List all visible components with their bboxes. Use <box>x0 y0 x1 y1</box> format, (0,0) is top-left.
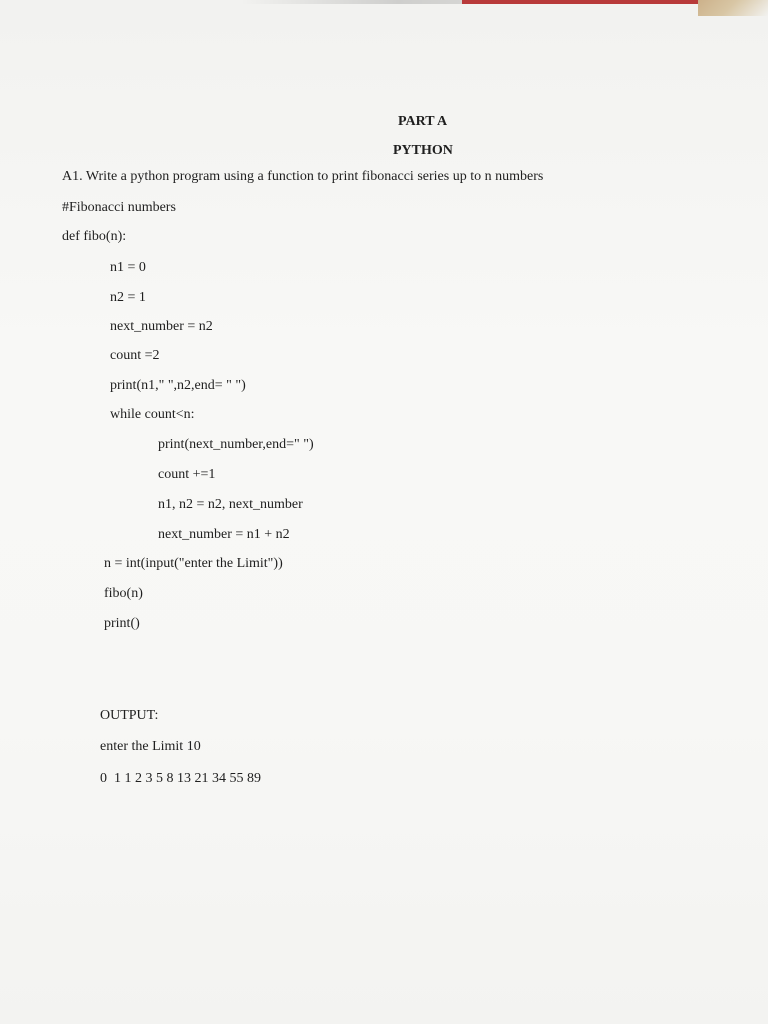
code-line-3: n2 = 1 <box>110 290 146 305</box>
code-line-12: n = int(input("enter the Limit")) <box>104 556 283 571</box>
comment-line: #Fibonacci numbers <box>62 200 176 215</box>
output-result: 0 1 1 2 3 5 8 13 21 34 55 89 <box>100 771 261 786</box>
code-line-1: def fibo(n): <box>62 229 127 244</box>
code-line-2: n1 = 0 <box>110 260 146 275</box>
code-line-6: print(n1," ",n2,end= " ") <box>110 378 246 393</box>
code-line-9: count +=1 <box>158 467 216 482</box>
question-text: A1. Write a python program using a function to print fibonacci series up to n numbers <box>62 169 544 184</box>
page-corner-mark <box>698 0 768 16</box>
code-line-14: print() <box>104 616 140 631</box>
code-line-13: fibo(n) <box>104 586 143 601</box>
code-line-5: count =2 <box>110 348 160 363</box>
code-line-8: print(next_number,end=" ") <box>158 437 314 452</box>
output-prompt: enter the Limit 10 <box>100 739 201 754</box>
code-line-11: next_number = n1 + n2 <box>158 527 290 542</box>
part-heading: PART A <box>398 114 448 129</box>
output-label: OUTPUT: <box>100 708 159 723</box>
code-line-10: n1, n2 = n2, next_number <box>158 497 303 512</box>
code-line-4: next_number = n2 <box>110 319 213 334</box>
language-heading: PYTHON <box>393 143 453 158</box>
code-line-7: while count<n: <box>110 407 195 422</box>
page-top-strip <box>462 0 702 4</box>
